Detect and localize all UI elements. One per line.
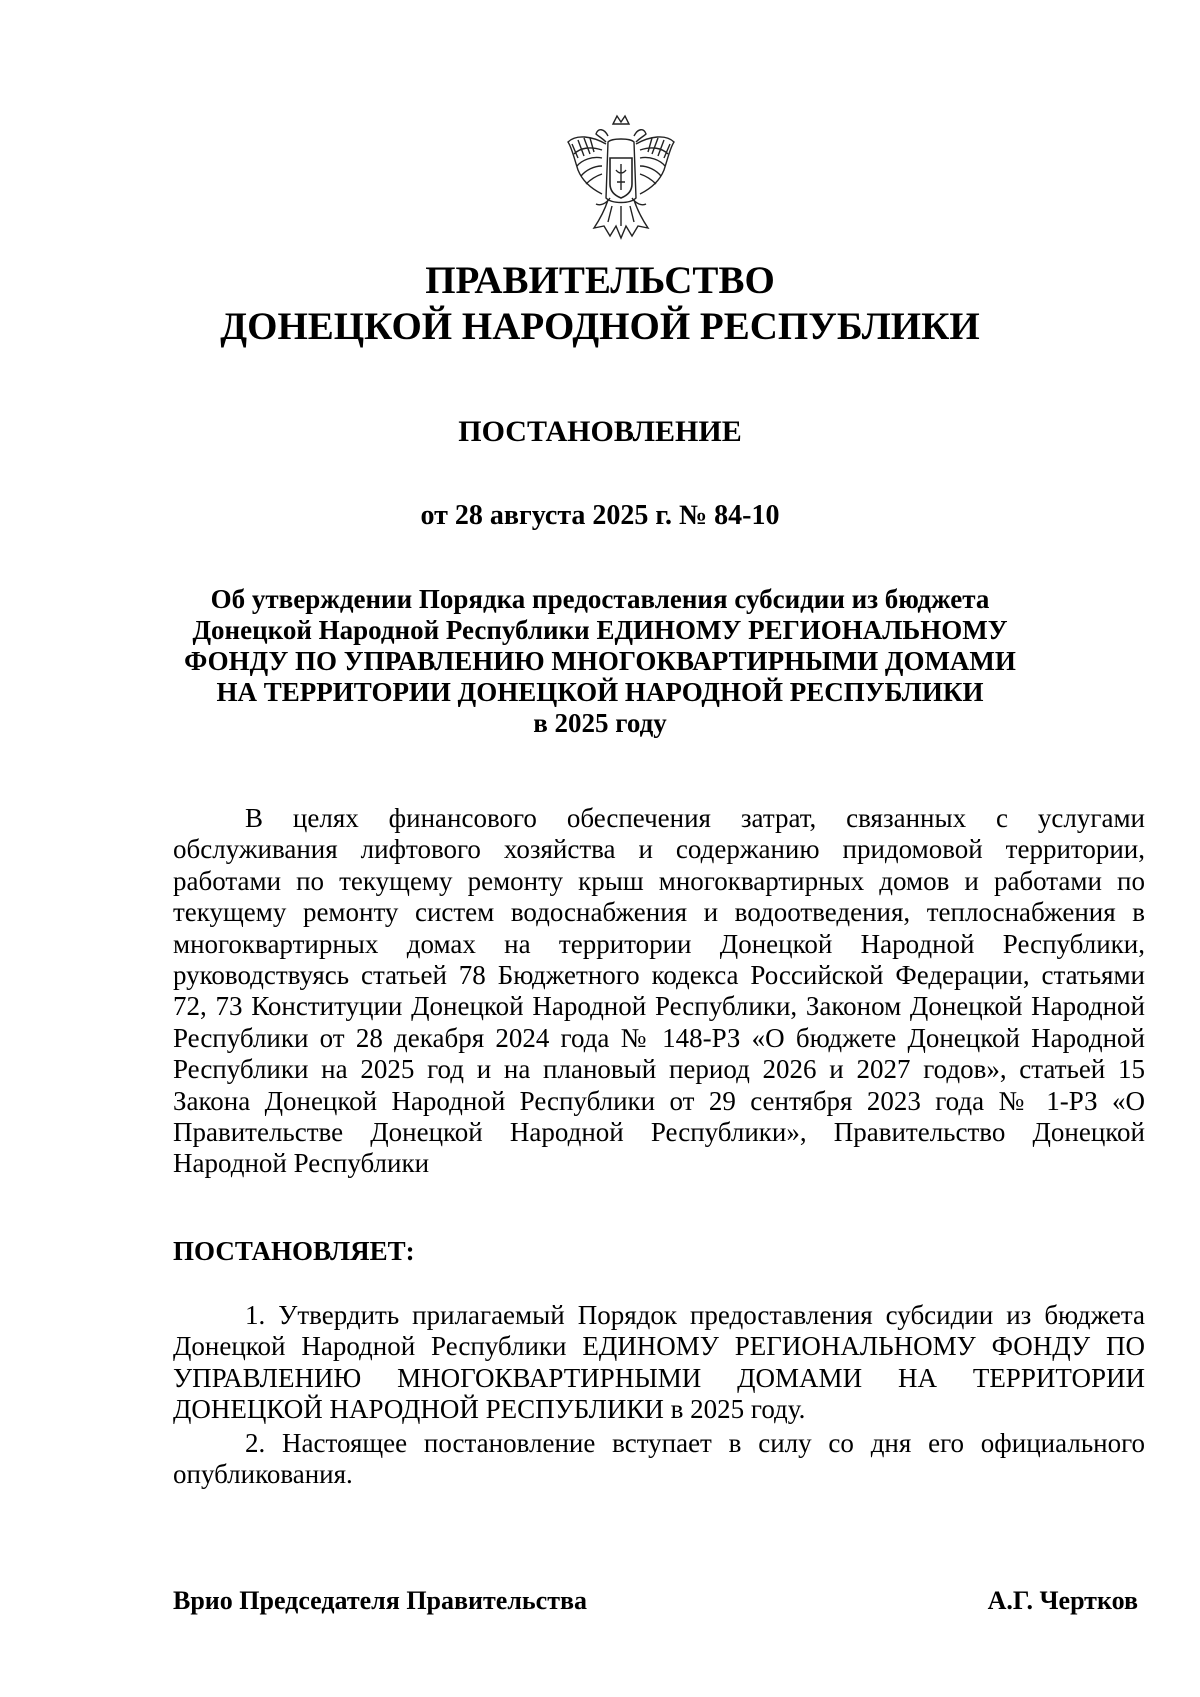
government-title-line-1: ПРАВИТЕЛЬСТВО bbox=[425, 259, 775, 302]
document-date-number: от 28 августа 2025 г. № 84-10 bbox=[420, 500, 780, 531]
subject-line: в 2025 году bbox=[533, 708, 667, 738]
government-title bbox=[0, 258, 1200, 350]
resolution-item-1: 1. Утвердить прилагаемый Порядок предоставления субсидии из бюджета Донецкой Народной Республики ЕДИНОМУ РЕГИОНАЛЬНОМУ ФОНДУ ПО УПРАВЛЕНИЮ МНОГОКВАРТИРНЫМИ ДОМАМИ НА ТЕРРИТОРИИ ДОНЕЦКОЙ НАРОДНОЙ РЕСПУБЛИКИ в 2025 году. bbox=[173, 1300, 1145, 1425]
signatory-position: Врио Председателя Правительства bbox=[173, 1586, 588, 1615]
document-kind: ПОСТАНОВЛЕНИЕ bbox=[458, 415, 742, 448]
subject-line: Об утверждении Порядка предоставления субсидии из бюджета bbox=[210, 584, 990, 614]
resolution-item-2: 2. Настоящее постановление вступает в силу со дня его официального опубликования. bbox=[173, 1428, 1145, 1490]
resolves-heading: ПОСТАНОВЛЯЕТ: bbox=[173, 1236, 415, 1266]
document-subject bbox=[170, 584, 1030, 739]
government-title-line-2: ДОНЕЦКОЙ НАРОДНОЙ РЕСПУБЛИКИ bbox=[220, 305, 980, 348]
preamble-paragraph: В целях финансового обеспечения затрат, связанных с услугами обслуживания лифтового хозяйства и содержанию придомовой территории, работами по текущему ремонту крыш многоквартирных домов и работами по текущему ремонту систем водоснабжения и водоотведения, теплоснабжения в многоквартирных домах на территории Донецкой Народной Республики, руководствуясь статьей 78 Бюджетного кодекса Российской Федерации, статьями 72, 73 Конституции Донецкой Народной Республики, Законом Донецкой Народной Республики от 28 декабря 2024 года № 148-РЗ «О бюджете Донецкой Народной Республики на 2025 год и на плановый период 2026 и 2027 годов», статьей 15 Закона Донецкой Народной Республики от 29 сентября 2023 года № 1-РЗ «О Правительстве Донецкой Народной Республики», Правительство Донецкой Народной Республики bbox=[173, 803, 1145, 1179]
subject-line: Донецкой Народной Республики ЕДИНОМУ РЕГИОНАЛЬНОМУ bbox=[192, 615, 1008, 645]
signatory-name: А.Г. Чертков bbox=[987, 1586, 1138, 1615]
coat-of-arms-icon bbox=[564, 114, 678, 254]
subject-line: ФОНДУ ПО УПРАВЛЕНИЮ МНОГОКВАРТИРНЫМИ ДОМАМИ bbox=[184, 646, 1016, 676]
subject-line: НА ТЕРРИТОРИИ ДОНЕЦКОЙ НАРОДНОЙ РЕСПУБЛИКИ bbox=[216, 677, 984, 707]
